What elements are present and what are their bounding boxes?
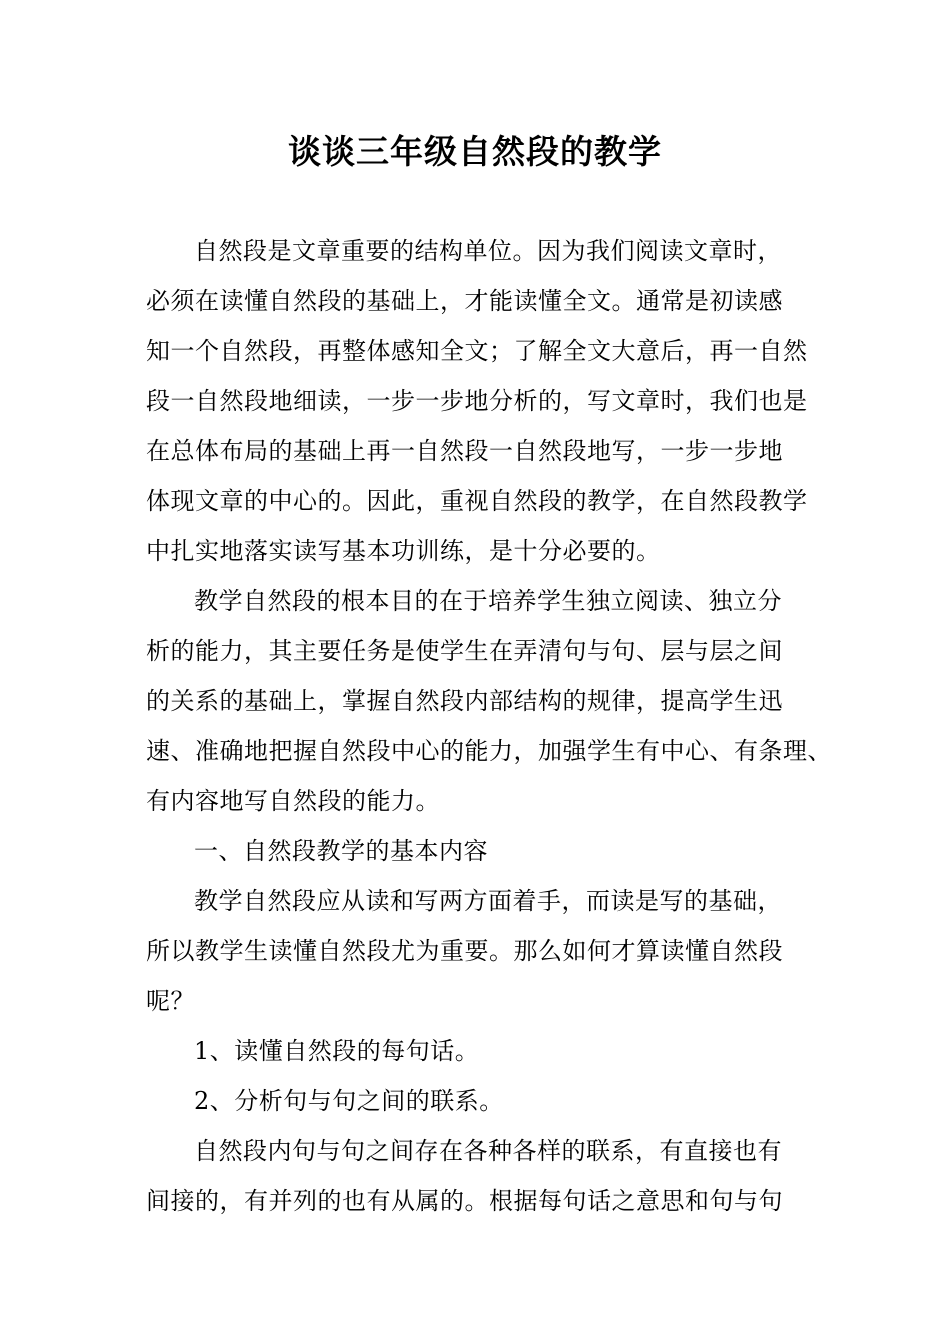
text-line: 速、准确地把握自然段中心的能力，加强学生有中心、有条理、 — [146, 737, 832, 765]
text-line: 有内容地写自然段的能力。 — [146, 787, 440, 815]
text-line: 教学自然段应从读和写两方面着手，而读是写的基础， — [194, 887, 782, 915]
text-line: 自然段是文章重要的结构单位。因为我们阅读文章时， — [194, 237, 782, 265]
text-line: 所以教学生读懂自然段尤为重要。那么如何才算读懂自然段 — [146, 937, 783, 965]
text-line: 段一自然段地细读，一步一步地分析的，写文章时，我们也是 — [146, 387, 808, 415]
text-line: 知一个自然段，再整体感知全文；了解全文大意后，再一自然 — [146, 337, 808, 365]
text-line: 中扎实地落实读写基本功训练，是十分必要的。 — [146, 537, 661, 565]
list-item: 1、读懂自然段的每句话。 — [194, 1037, 480, 1065]
text-line: 的关系的基础上，掌握自然段内部结构的规律，提高学生迅 — [146, 687, 783, 715]
text-line: 呢？ — [146, 987, 195, 1015]
text-line: 体现文章的中心的。因此，重视自然段的教学，在自然段教学 — [146, 487, 808, 515]
document-body — [146, 226, 832, 1226]
text-line: 在总体布局的基础上再一自然段一自然段地写，一步一步地 — [146, 437, 783, 465]
text-line: 析的能力，其主要任务是使学生在弄清句与句、层与层之间 — [146, 637, 783, 665]
list-item: 2、分析句与句之间的联系。 — [194, 1087, 504, 1115]
document-title: 谈谈三年级自然段的教学 — [288, 132, 662, 171]
section-heading: 一、自然段教学的基本内容 — [194, 837, 488, 865]
text-line: 教学自然段的根本目的在于培养学生独立阅读、独立分 — [194, 587, 782, 615]
text-line: 自然段内句与句之间存在各种各样的联系，有直接也有 — [194, 1137, 782, 1165]
text-line: 必须在读懂自然段的基础上，才能读懂全文。通常是初读感 — [146, 287, 783, 315]
text-line: 间接的，有并列的也有从属的。根据每句话之意思和句与句 — [146, 1187, 783, 1215]
